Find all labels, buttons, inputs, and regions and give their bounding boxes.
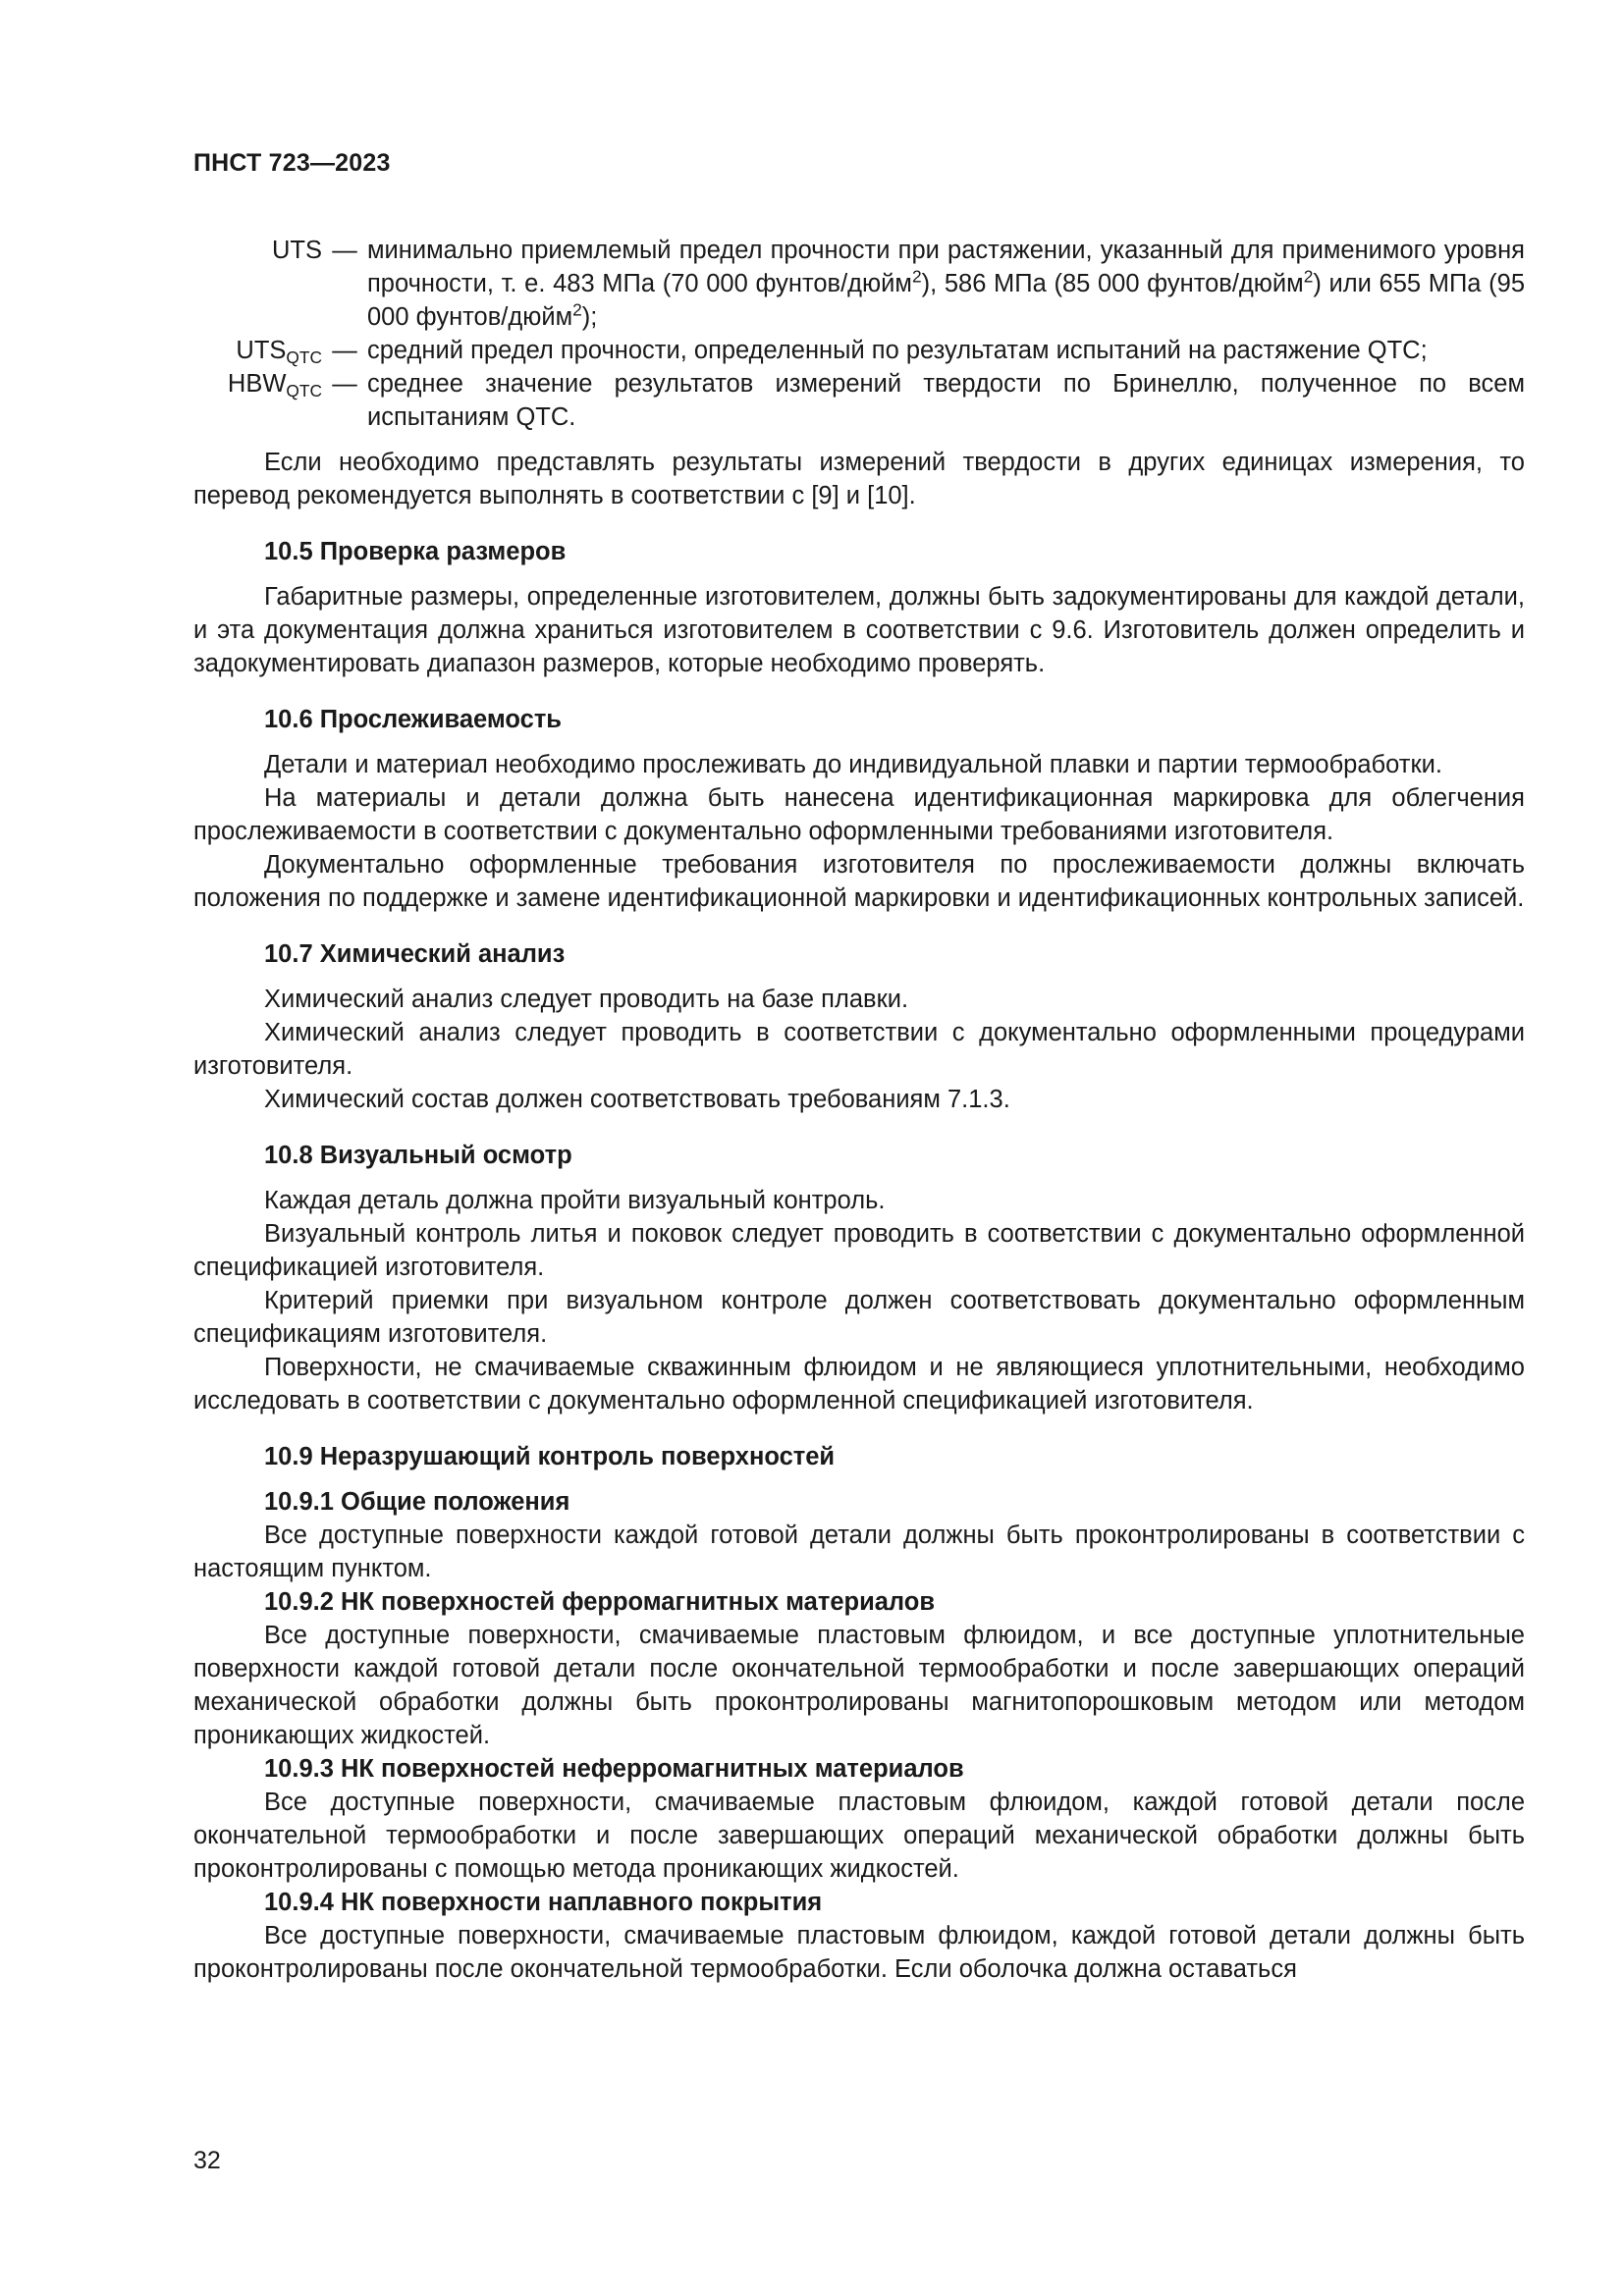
subsection-heading: 10.9.3 НК поверхностей неферромагнитных материалов [264, 1755, 964, 1783]
section-heading: 10.8 Визуальный осмотр [264, 1142, 572, 1169]
page-number: 32 [193, 2147, 221, 2174]
definition-term: $HBW_{QTC}$ [227, 370, 322, 401]
paragraph: Все доступные поверхности, смачиваемые пластовым флюидом, каждой готовой детали после окончательной термообработки и после завершающих операций механической обработки должны быть проконтролированы с помощью метода проникающих жидкостей. [193, 1789, 1525, 1883]
definition-text: средний предел прочности, определенный по результатам испытаний на растяжение QTC; [367, 337, 1428, 364]
paragraph: Документально оформленные требования изготовителя по прослеживаемости должны включать положения по поддержке и замене идентификационной маркировки и идентификационных контрольных записей. [193, 851, 1525, 912]
definition-dash: — [332, 370, 357, 398]
definition-dash: — [332, 337, 357, 364]
subsection-heading: 10.9.4 НК поверхности наплавного покрытия [264, 1889, 823, 1916]
paragraph: Если необходимо представлять результаты измерений твердости в других единицах измерения, то перевод рекомендуется выполнять в соответствии с [9] и [10]. [193, 449, 1525, 509]
definition-text: среднее значение результатов измерений твердости по Бринеллю, полученное по всем испытаниям QTC. [367, 370, 1525, 431]
paragraph: Химический анализ следует проводить в соответствии с документально оформленными процедурами изготовителя. [193, 1019, 1525, 1080]
definition-row [193, 334, 1525, 367]
paragraph: Все доступные поверхности каждой готовой детали должны быть проконтролированы в соответствии с настоящим пунктом. [193, 1522, 1525, 1582]
definition-dash: — [332, 237, 357, 264]
paragraph: Все доступные поверхности, смачиваемые пластовым флюидом, и все доступные уплотнительные поверхности каждой готовой детали после окончательной термообработки и после завершающих операций механической обработки должны быть проконтролированы магнитопорошковым методом или методом проникающих жидкостей. [193, 1622, 1525, 1749]
section-heading: 10.5 Проверка размеров [264, 538, 567, 565]
section-heading: 10.9 Неразрушающий контроль поверхностей [264, 1443, 836, 1470]
paragraph: Габаритные размеры, определенные изготовителем, должны быть задокументированы для каждой детали, и эта документация должна храниться изготовителем в соответствии с 9.6. Изготовитель должен определить и задокументировать диапазон размеров, которые необходимо проверять. [193, 583, 1525, 677]
paragraph: На материалы и детали должна быть нанесена идентификационная маркировка для облегчения прослеживаемости в соответствии с документально оформленными требованиями изготовителя. [193, 784, 1525, 845]
paragraph: Поверхности, не смачиваемые скважинным флюидом и не являющиеся уплотнительными, необходимо исследовать в соответствии с документально оформленной спецификацией изготовителя. [193, 1354, 1525, 1415]
paragraph: Детали и материал необходимо прослеживать до индивидуальной плавки и партии термообработки. [264, 751, 1442, 778]
definition-row [193, 234, 1525, 334]
paragraph: Химический состав должен соответствовать требованиям 7.1.3. [264, 1086, 1010, 1113]
subsection-heading: 10.9.2 НК поверхностей ферромагнитных материалов [264, 1588, 936, 1616]
subsection-heading: 10.9.1 Общие положения [264, 1488, 570, 1516]
paragraph: Каждая деталь должна пройти визуальный контроль. [264, 1187, 886, 1214]
definitions-list [193, 234, 1525, 434]
section-heading: 10.6 Прослеживаемость [264, 706, 562, 733]
page-content [193, 234, 1525, 1986]
definition-row [193, 367, 1525, 434]
definition-term: UTS [272, 237, 322, 264]
paragraph: Химический анализ следует проводить на базе плавки. [264, 986, 909, 1013]
section-heading: 10.7 Химический анализ [264, 940, 566, 968]
paragraph: Визуальный контроль литья и поковок следует проводить в соответствии с документально оформленной спецификацией изготовителя. [193, 1220, 1525, 1281]
definition-term: $UTS_{QTC}$ [236, 337, 322, 368]
paragraph: Все доступные поверхности, смачиваемые пластовым флюидом, каждой готовой детали должны быть проконтролированы после окончательной термообработки. Если оболочка должна оставаться [193, 1922, 1525, 1983]
paragraph: Критерий приемки при визуальном контроле должен соответствовать документально оформленным спецификациям изготовителя. [193, 1287, 1525, 1348]
definition-text: минимально приемлемый предел прочности при растяжении, указанный для применимого уровня прочности, т. е. 483 МПа (70 000 фунтов/дюйм$^2$), 586 МПа (85 000 фунтов/дюйм$^2$) или 655 МПа (95 000 фунтов/дюйм$^2$); [367, 237, 1525, 331]
document-header: ПНСТ 723—2023 [193, 149, 391, 177]
